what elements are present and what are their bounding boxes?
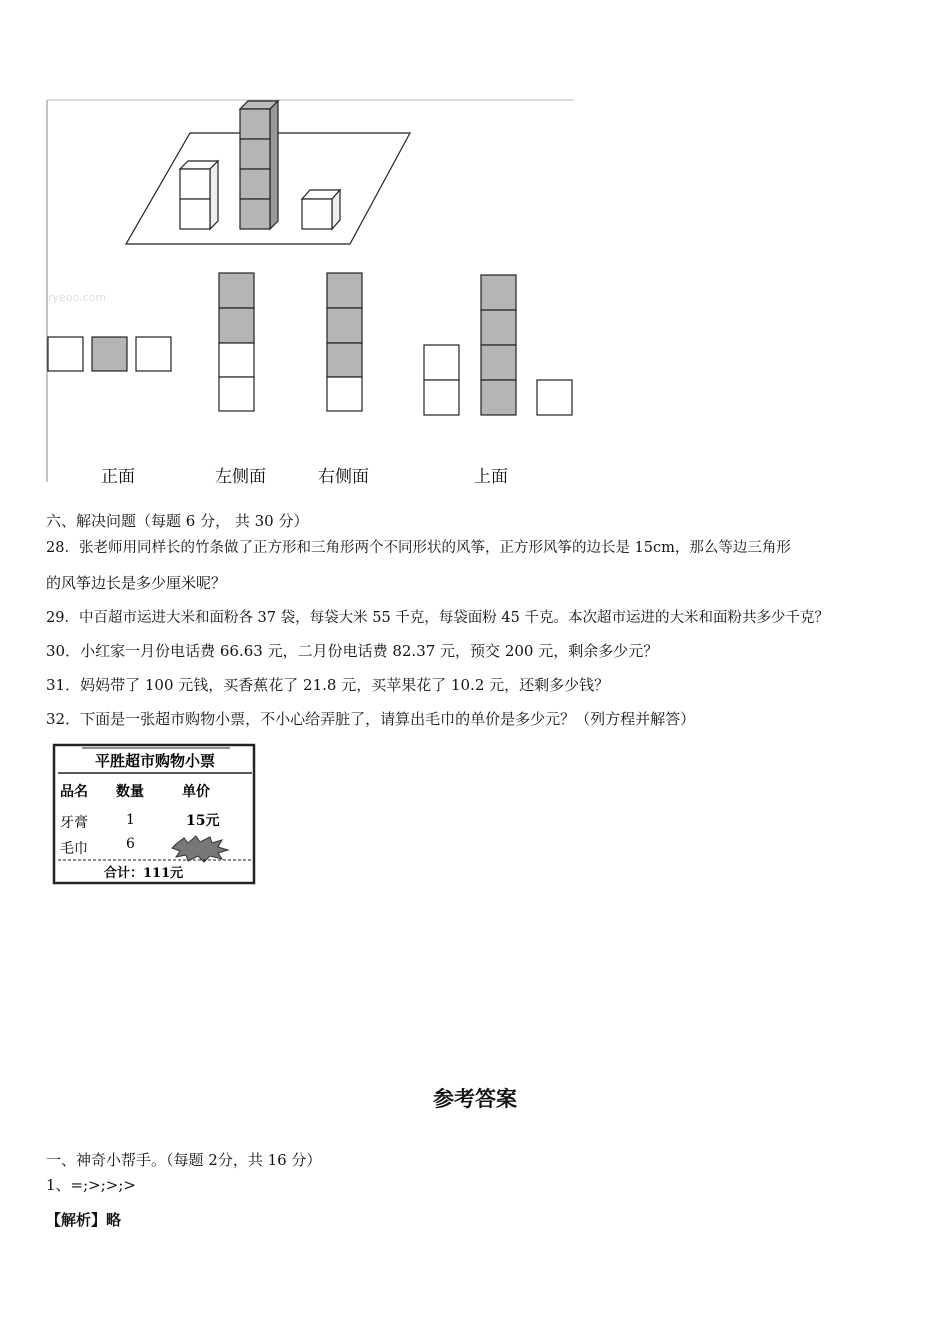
answers-section1-heading: 一、神奇小帮手。（每题 2分，共 16 分） bbox=[46, 1151, 322, 1169]
receipt-header-price: 单价 bbox=[182, 784, 210, 800]
front-view bbox=[48, 337, 171, 371]
question-32: 32．下面是一张超市购物小票，不小心给弄脏了，请算出毛巾的单价是多少元？（列方程并解答） bbox=[46, 710, 696, 728]
section6-heading: 六、解决问题（每题 6 分， 共 30 分） bbox=[46, 512, 309, 530]
cube-views-figure bbox=[46, 99, 576, 484]
receipt-title: 平胜超市购物小票 bbox=[94, 752, 216, 770]
question-30: 30．小红家一月份电话费 66.63 元，二月份电话费 82.37 元，预交 200 元，剩余多少元？ bbox=[46, 642, 659, 660]
top-view bbox=[424, 275, 572, 415]
answers-title: 参考答案 bbox=[433, 1086, 517, 1111]
label-front-view: 正面 bbox=[101, 467, 135, 487]
receipt-row2-name: 毛巾 bbox=[60, 841, 88, 857]
shopping-receipt bbox=[52, 742, 258, 887]
right-side-view bbox=[327, 273, 362, 411]
receipt-row1-name: 牙膏 bbox=[60, 815, 88, 831]
answer-analysis: 【解析】略 bbox=[46, 1211, 122, 1229]
label-left-side-view: 左侧面 bbox=[215, 467, 266, 487]
receipt-total: 合计：111元 bbox=[104, 866, 184, 881]
cube-single-right bbox=[302, 190, 340, 229]
receipt-row1-price: 15元 bbox=[186, 813, 220, 829]
cube-stack-left bbox=[180, 161, 218, 229]
receipt-row2-qty: 6 bbox=[126, 836, 135, 852]
receipt-header-qty: 数量 bbox=[116, 784, 144, 800]
question-31: 31．妈妈带了 100 元钱，买香蕉花了 21.8 元，买苹果花了 10.2 元，还剩多少钱？ bbox=[46, 676, 610, 694]
watermark: ryeoo.com bbox=[48, 291, 107, 304]
question-28-line2: 的风筝边长是多少厘米呢？ bbox=[46, 574, 227, 592]
left-side-view bbox=[219, 273, 254, 411]
label-right-side-view: 右侧面 bbox=[318, 467, 369, 487]
receipt-header-name: 品名 bbox=[60, 784, 88, 800]
receipt-row1-qty: 1 bbox=[126, 812, 135, 828]
question-28-line1: 28．张老师用同样长的竹条做了正方形和三角形两个不同形状的风筝，正方形风筝的边长是 15cm，那么等边三角形 bbox=[46, 540, 791, 556]
answer-1: 1、=;>;>;> bbox=[46, 1176, 136, 1194]
label-top-view: 上面 bbox=[474, 467, 508, 487]
cube-stack-middle bbox=[240, 101, 278, 229]
question-29: 29．中百超市运进大米和面粉各 37 袋，每袋大米 55 千克，每袋面粉 45 千克。本次超市运进的大米和面粉共多少千克？ bbox=[46, 610, 829, 626]
